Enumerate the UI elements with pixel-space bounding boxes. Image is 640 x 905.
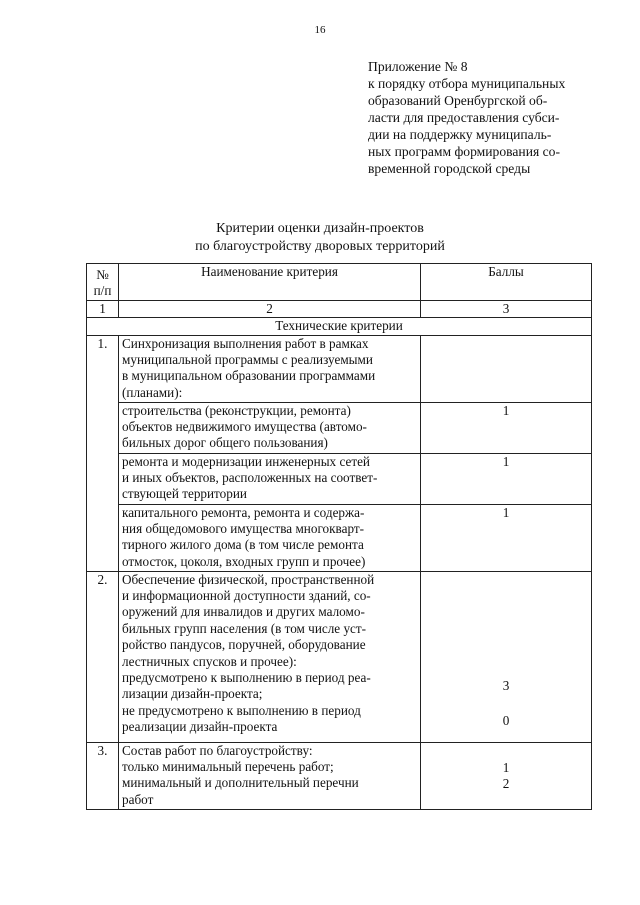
text-line: работ xyxy=(122,791,154,807)
criterion-text xyxy=(119,742,421,809)
score-cell xyxy=(421,571,592,742)
score-cell: 1 xyxy=(421,453,592,504)
text-line: только минимальный перечень работ; xyxy=(122,759,334,775)
text-line: реализации дизайн-проекта xyxy=(122,719,278,735)
text-line: бильных дорог общего пользования) xyxy=(122,435,328,451)
table-header-row xyxy=(87,264,592,301)
text-line: оружений для инвалидов и других маломо- xyxy=(122,604,365,620)
appendix-line: ласти для предоставления субси- xyxy=(368,110,560,125)
criterion-subitem xyxy=(119,504,421,571)
header-score: Баллы xyxy=(421,264,592,301)
text-line: и иных объектов, расположенных на соответ- xyxy=(122,470,378,486)
score-cell: 1 xyxy=(421,402,592,453)
criteria-table xyxy=(86,263,592,810)
column-number: 3 xyxy=(421,300,592,317)
text-line: ния общедомового имущества многокварт- xyxy=(122,521,365,537)
header-name: Наименование критерия xyxy=(119,264,421,301)
text-line: муниципальной программы с реализуемыми xyxy=(122,352,373,368)
text-line: ройство пандусов, поручней, оборудование xyxy=(122,637,366,653)
score-cell xyxy=(421,335,592,402)
text-line: тирного жилого дома (в том числе ремонта xyxy=(122,537,364,553)
row-num: 2. xyxy=(87,571,119,742)
title-line: по благоустройству дворовых территорий xyxy=(195,239,445,254)
table-row xyxy=(87,571,592,742)
table-row xyxy=(87,335,592,402)
table-subrow xyxy=(87,402,592,453)
criterion-subitem xyxy=(119,453,421,504)
text-line: и информационной доступности зданий, со- xyxy=(122,588,371,604)
appendix-line: ных программ формирования со- xyxy=(368,144,560,159)
text-line: Обеспечение физической, пространственной xyxy=(122,571,375,587)
appendix-line: дии на поддержку муниципаль- xyxy=(368,127,552,142)
text-line: ствующей территории xyxy=(122,486,247,502)
header-num: № xyxy=(96,267,109,282)
column-number-row xyxy=(87,300,592,317)
criterion-subitem xyxy=(119,402,421,453)
text-line: ремонта и модернизации инженерных сетей xyxy=(122,453,370,469)
text-line: Состав работ по благоустройству: xyxy=(122,742,313,758)
appendix-line: к порядку отбора муниципальных xyxy=(368,76,566,91)
table-subrow xyxy=(87,453,592,504)
header-num-cell xyxy=(87,264,119,301)
section-row xyxy=(87,318,592,335)
page-number: 16 xyxy=(314,24,326,36)
text-line: отмосток, цоколя, входных групп и прочее) xyxy=(122,553,366,569)
appendix-line: образований Оренбургской об- xyxy=(368,93,548,108)
document-title xyxy=(0,220,640,256)
table-subrow xyxy=(87,504,592,571)
section-title: Технические критерии xyxy=(87,318,592,335)
appendix-line: временной городской среды xyxy=(368,161,531,176)
text-line: не предусмотрено к выполнению в период xyxy=(122,702,361,718)
score-value: 3 xyxy=(502,677,510,693)
text-line: лестничных спусков и прочее): xyxy=(122,653,297,669)
criterion-text xyxy=(119,335,421,402)
text-line: объектов недвижимого имущества (автомо- xyxy=(122,419,367,435)
text-line: минимальный и дополнительный перечни xyxy=(122,775,359,791)
text-line: капитального ремонта, ремонта и содержа- xyxy=(122,504,365,520)
text-line: бильных групп населения (в том числе уст- xyxy=(122,620,367,636)
column-number: 1 xyxy=(87,300,119,317)
row-num: 1. xyxy=(87,335,119,571)
header-num-sub: п/п xyxy=(93,283,112,299)
appendix-block xyxy=(368,58,590,177)
score-cell: 1 xyxy=(421,504,592,571)
title-line: Критерии оценки дизайн-проектов xyxy=(216,221,424,236)
text-line: лизации дизайн-проекта; xyxy=(122,686,263,702)
score-cell xyxy=(421,742,592,809)
text-line: строительства (реконструкции, ремонта) xyxy=(122,402,351,418)
table-row xyxy=(87,742,592,809)
text-line: (планами): xyxy=(122,384,183,400)
text-line: предусмотрено к выполнению в период реа- xyxy=(122,670,371,686)
text-line: в муниципальном образовании программами xyxy=(122,368,376,384)
row-num: 3. xyxy=(87,742,119,809)
text-line: Синхронизация выполнения работ в рамках xyxy=(122,335,369,351)
score-value: 1 xyxy=(502,759,510,775)
column-number: 2 xyxy=(119,300,421,317)
appendix-line: Приложение № 8 xyxy=(368,59,468,74)
criterion-text xyxy=(119,571,421,742)
score-value: 2 xyxy=(502,775,510,791)
score-value: 0 xyxy=(502,712,510,728)
